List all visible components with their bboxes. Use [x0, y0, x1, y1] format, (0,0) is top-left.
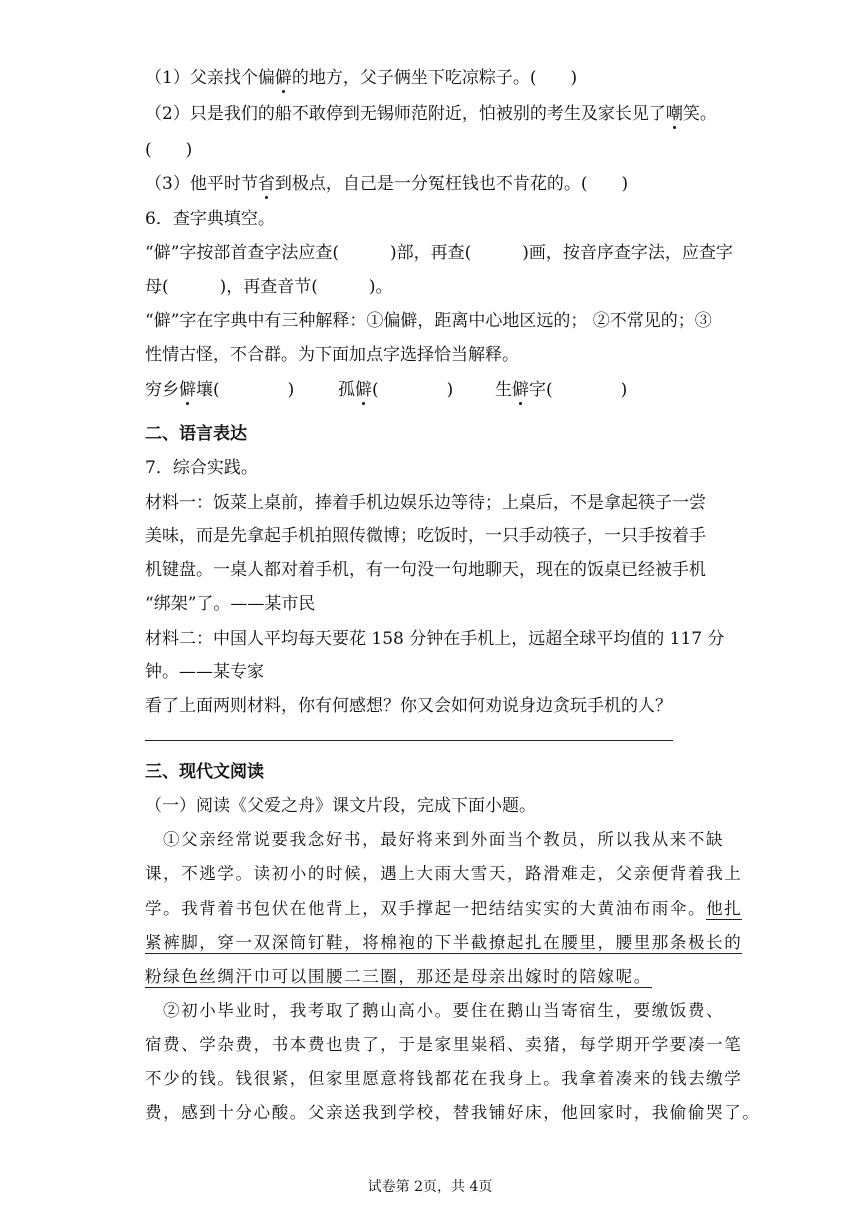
q6-option-2: 孤僻( ) [338, 380, 454, 400]
material-1-line-1: 材料一：饭菜上桌前，捧着手机边娱乐边等待；上桌后，不是拿起筷子一尝 [145, 493, 706, 513]
passage-p2-line-2: 宿费、学杂费，书本费也贵了，于是家里粜稻、卖猪，每学期开学要凑一笔 [145, 1035, 743, 1054]
q6-line-4: 性情古怪，不合群。为下面加点字选择恰当解释。 [145, 345, 519, 365]
material-1-line-3: 机键盘。一桌人都对着手机，有一句没一句地聊天，现在的饭桌已经被手机 [145, 560, 706, 580]
underlined-sentence: 他扎 [706, 899, 743, 918]
underlined-sentence: 紧裤脚，穿一双深筒钉鞋，将棉袍的下半截撩起扎在腰里，腰里那条极长的 [145, 933, 743, 952]
passage-p1-line-4 [145, 931, 742, 955]
passage-p2-line-1: ②初小毕业时，我考取了鹅山高小。要住在鹅山当寄宿生，要缴饭费、 [163, 1001, 725, 1020]
material-1-line-2: 美味，而是先拿起手机拍照传微博；吃饭时，一只手动筷子，一只手按着手 [145, 526, 706, 546]
reading-instruction: （一）阅读《父爱之舟》课文片段，完成下面小题。 [145, 796, 536, 816]
passage-p1-line-1: ①父亲经常说要我念好书，最好将来到外面当个教员，所以我从来不缺 [163, 830, 725, 849]
page-footer: 试卷第 2页，共 4页 [367, 1179, 493, 1195]
passage-p2-line-3: 不少的钱。钱很紧，但家里愿意将钱都花在我身上。我拿着凑来的钱去缴学 [145, 1069, 743, 1088]
material-2-line-1: 材料二：中国人平均每天要花 158 分钟在手机上，远超全球平均值的 117 分 [145, 629, 725, 649]
emphasis-dot-char: 僻 [179, 380, 196, 400]
q5-item-2-answer-blank: ( ) [145, 140, 193, 160]
underlined-sentence: 粉绿色丝绸汗巾可以围腰二三圈，那还是母亲出嫁时的陪嫁呢。 [145, 967, 652, 986]
q7-question: 看了上面两则材料，你有何感想？你又会如何劝说身边贪玩手机的人？ [145, 696, 672, 716]
q6-line-1: “僻”字按部首查字法应查( )部，再查( )画，按音序查字法，应查字 [145, 243, 733, 263]
emphasis-dot-char: 省 [257, 174, 275, 194]
passage-p1-line-2: 课，不逃学。读初小的时候，遇上大雨大雪天，路滑难走，父亲便背着我上 [145, 864, 743, 883]
q6-option-3: 生僻字( ) [495, 380, 628, 400]
emphasis-dot-char: 嘲 [665, 104, 683, 124]
material-2-line-2: 钟。——某专家 [145, 662, 264, 682]
q6-option-1: 穷乡僻壤( ) [145, 380, 295, 400]
passage-p1-line-3: 学。我背着书包伏在他背上，双手撑起一把结结实实的大黄油布雨伞。他扎 [145, 899, 743, 918]
q6-title: 6．查字典填空。 [145, 209, 275, 229]
q5-item-1: （1）父亲找个偏僻的地方，父子俩坐下吃凉粽子。( ) [145, 68, 578, 88]
q5-item-3: （3）他平时节省到极点，自己是一分冤枉钱也不肯花的。( ) [145, 174, 629, 194]
section-heading-language-expression: 二、语言表达 [145, 424, 247, 444]
emphasis-dot-char: 僻 [512, 380, 529, 400]
section-heading-modern-reading: 三、现代文阅读 [145, 762, 264, 782]
emphasis-dot-char: 僻 [355, 380, 372, 400]
material-1-line-4: “绑架”了。——某市民 [145, 594, 316, 614]
q7-title: 7．综合实践。 [145, 458, 258, 478]
answer-line [145, 740, 673, 741]
passage-p2-line-4: 费，感到十分心酸。父亲送我到学校，替我铺好床，他回家时，我偷偷哭了。 [145, 1103, 761, 1122]
q6-line-2: 母( )，再查音节( )。 [145, 277, 393, 297]
passage-p1-line-5 [145, 965, 652, 989]
emphasis-dot-char: 僻 [274, 68, 292, 88]
q5-item-2: （2）只是我们的船不敢停到无锡师范附近，怕被别的考生及家长见了嘲笑。 [145, 104, 717, 124]
q6-line-3: “僻”字在字典中有三种解释：①偏僻，距离中心地区远的； ②不常见的；③ [145, 311, 712, 331]
